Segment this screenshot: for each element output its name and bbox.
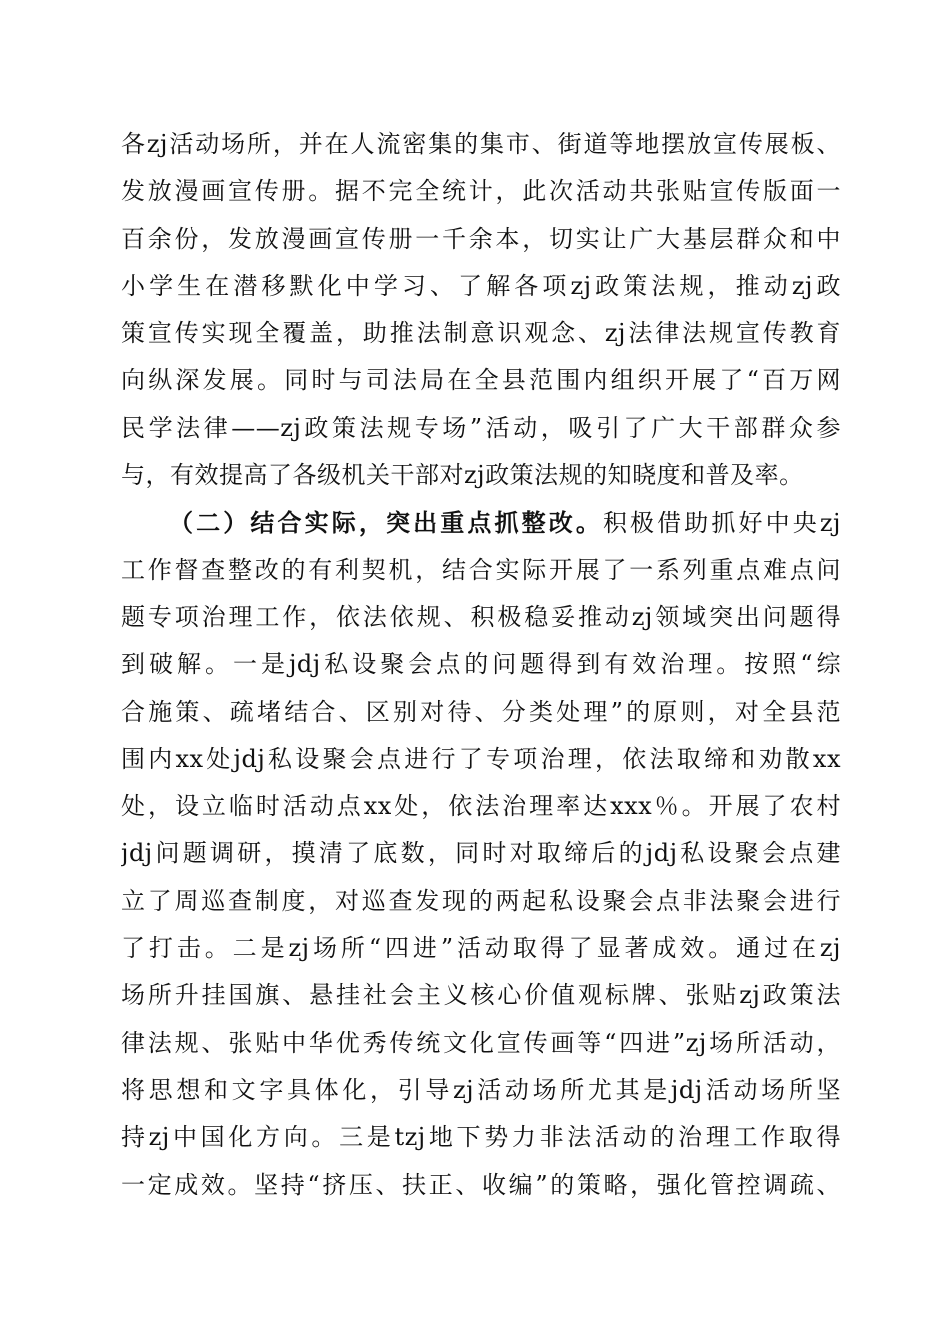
text-line: 题专项治理工作，依法依规、积极稳妥推动zj领域突出问题得 (121, 602, 841, 631)
text-line: 策宣传实现全覆盖，助推法制意识观念、zj法律法规宣传教育 (121, 319, 841, 348)
text-line: 了打击。二是zj场所“四进”活动取得了显著成效。通过在zj (121, 934, 841, 963)
text-line: 民学法律——zj政策法规专场”活动，吸引了广大干部群众参 (121, 413, 841, 442)
text-line: 围内xx处jdj私设聚会点进行了专项治理，依法取缔和劝散xx (121, 744, 841, 773)
text-line: 与，有效提高了各级机关干部对zj政策法规的知晓度和普及率。 (121, 461, 804, 490)
text-line: 合施策、疏堵结合、区别对待、分类处理”的原则，对全县范 (121, 697, 841, 726)
text-line: 场所升挂国旗、悬挂社会主义核心价值观标牌、张贴zj政策法 (121, 981, 841, 1010)
text-line: 立了周巡查制度，对巡查发现的两起私设聚会点非法聚会进行 (121, 886, 841, 915)
text-line: 小学生在潜移默化中学习、了解各项zj政策法规，推动zj政 (121, 271, 841, 300)
body-text (121, 121, 841, 1209)
text-line: 处，设立临时活动点xx处，依法治理率达xxx％。开展了农村 (121, 792, 841, 821)
text-line: 持zj中国化方向。三是tzj地下势力非法活动的治理工作取得 (121, 1123, 841, 1152)
text-line: 工作督查整改的有利契机，结合实际开展了一系列重点难点问 (121, 555, 841, 584)
section-heading: （二）结合实际，突出重点抓整改。 (169, 508, 603, 538)
text-line: 发放漫画宣传册。据不完全统计，此次活动共张贴宣传版面一 (121, 177, 841, 206)
section-heading-line (121, 499, 841, 546)
section-heading-rest: 积极借助抓好中央zj (602, 509, 841, 538)
text-line: 一定成效。坚持“挤压、扶正、收编”的策略，强化管控调疏、 (121, 1170, 841, 1199)
text-line: 各zj活动场所，并在人流密集的集市、街道等地摆放宣传展板、 (121, 130, 841, 158)
text-line: 将思想和文字具体化，引导zj活动场所尤其是jdj活动场所坚 (121, 1075, 841, 1104)
text-line: 百余份，发放漫画宣传册一千余本，切实让广大基层群众和中 (121, 224, 841, 253)
text-line: 到破解。一是jdj私设聚会点的问题得到有效治理。按照“综 (121, 650, 841, 679)
text-line: 向纵深发展。同时与司法局在全县范围内组织开展了“百万网 (121, 366, 841, 395)
text-line: 律法规、张贴中华优秀传统文化宣传画等“四进”zj场所活动， (121, 1028, 841, 1057)
text-line: jdj问题调研，摸清了底数，同时对取缔后的jdj私设聚会点建 (121, 839, 841, 868)
